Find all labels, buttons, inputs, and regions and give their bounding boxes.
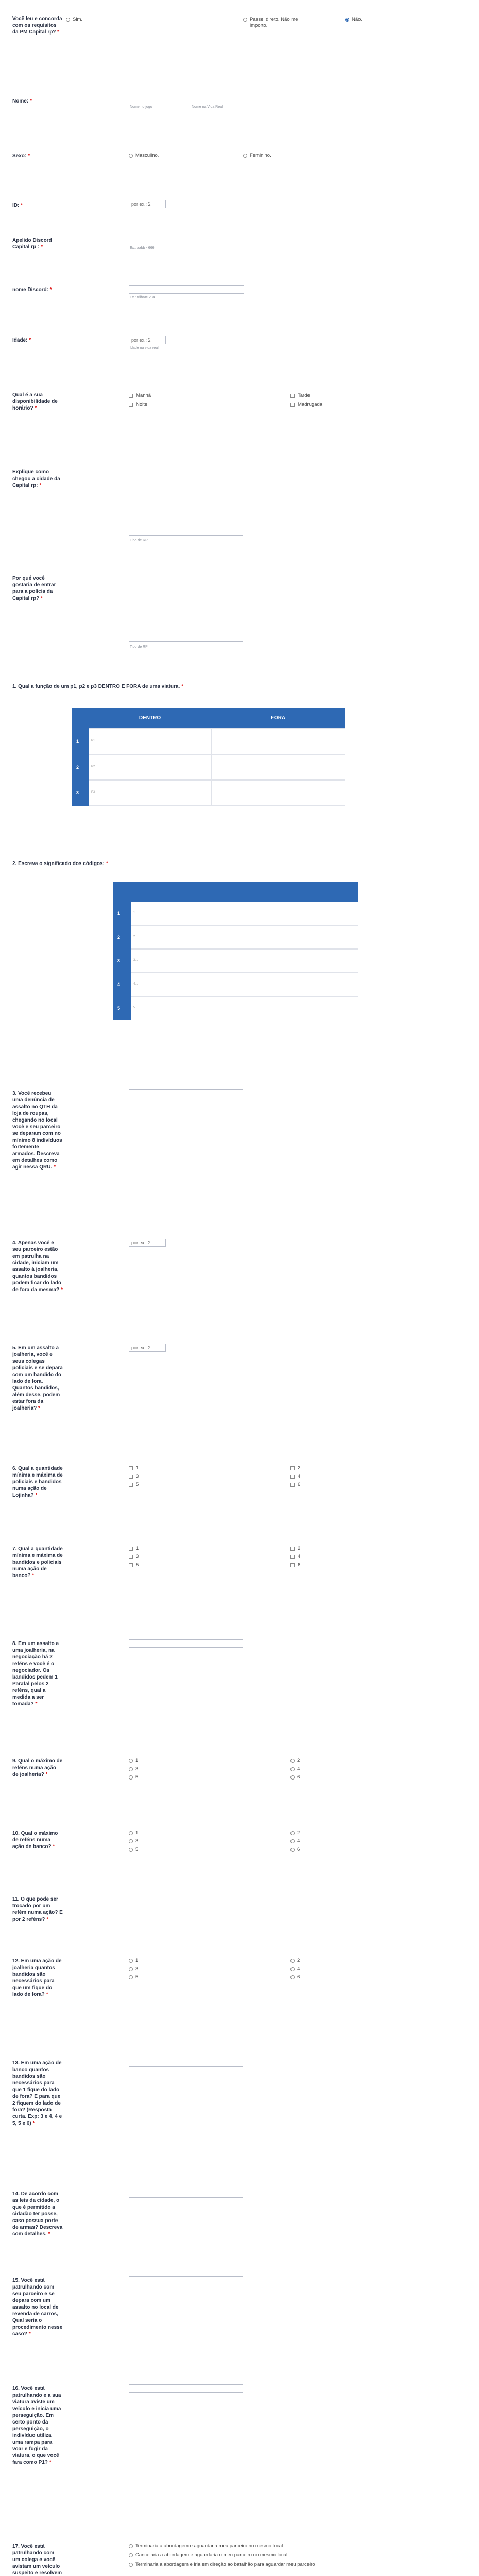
first-name-sublabel: Nome no jogo (130, 105, 152, 109)
row-number-1: 1 (72, 728, 89, 754)
question-label: 16. Você está patrulhando e a sua viatura aviste um veículo e inicia uma perseguição. Em certo ponto da perseguição, o indivíduo utiliza uma rampa para voar e fugir da viatura, o que você fara como P1? * (12, 2386, 61, 2465)
q3-input[interactable] (129, 1089, 243, 1097)
radio-5[interactable]: 5 (129, 1774, 138, 1781)
question-label: 7. Qual a quantidade mínima e máxima de bandidos e policiais numa ação de banco? * (12, 1546, 63, 1579)
radio-4[interactable]: 4 (290, 1838, 300, 1844)
question-label: 4. Apenas você e seu parceiro estão em patrulha na cidade, iniciam um assalto à joalheria, quantos bandidos podem ficar do lado de fora da mesma? * (12, 1240, 63, 1293)
radio-feminino[interactable]: Feminino. (243, 152, 271, 159)
q8-input[interactable] (129, 1639, 243, 1648)
q14-input[interactable] (129, 2190, 243, 2198)
question-label: 3. Você recebeu uma denúncia de assalto no QTH da loja de roupas, chegando no local você e seu parceiro se deparam com no mínimo 8 indivíduos fortemente armados. Descreva em detalhes como agir nessa QRU. * (12, 1091, 62, 1170)
radio-3[interactable]: 3 (129, 1838, 138, 1844)
row-number-3: 3 (72, 780, 89, 806)
codigo-cell-3[interactable]: 3... (131, 949, 358, 973)
row-number-3: 3 (113, 949, 131, 973)
radio-1[interactable]: 1 (129, 1830, 138, 1836)
codigo-cell-5[interactable]: 5... (131, 996, 358, 1020)
q11-input[interactable] (129, 1895, 243, 1903)
discord-sublabel: Ex.: trilha#1234 (130, 296, 155, 299)
checkbox-3[interactable]: 3 (129, 1554, 139, 1560)
question-label: 14. De acordo com as leis da cidade, o que é permitido a cidadão ter posse, caso possua porte de armas? Descreva com detalhes. * (12, 2191, 63, 2237)
question-label: 17. Você está patrulhando com um colega e você avistam um veículo suspeito e resolvem (12, 2544, 62, 2576)
q15-input[interactable] (129, 2276, 243, 2284)
checkbox-4[interactable]: 4 (290, 1554, 300, 1560)
porque-sublabel: Tipo de RP (130, 645, 148, 649)
question-label: nome Discord: * (12, 287, 52, 293)
chegou-textarea[interactable] (129, 469, 243, 536)
checkbox-1[interactable]: 1 (129, 1465, 139, 1471)
question-label: 10. Qual o máximo de reféns numa ação de banco? * (12, 1831, 58, 1850)
cell-p3-dentro[interactable]: P3 (89, 780, 211, 806)
checkbox-6[interactable]: 6 (290, 1562, 300, 1568)
row-number-2: 2 (72, 754, 89, 780)
question-label: Nome: * (12, 98, 32, 104)
q4-input[interactable]: por ex.: 2 (129, 1239, 166, 1247)
checkbox-noite[interactable]: Noite (129, 402, 147, 408)
radio-6[interactable]: 6 (290, 1974, 300, 1980)
cell-p2-fora[interactable] (211, 754, 345, 780)
row-number-1: 1 (113, 902, 131, 925)
cell-p2-dentro[interactable]: P2 (89, 754, 211, 780)
radio-sim[interactable]: Sim. (66, 16, 82, 23)
chegou-sublabel: Tipo de RP (130, 539, 148, 543)
question-label: 13. Em uma ação de banco quantos bandidos são necessários para que 1 fique do lado de fora? E para que 2 fiquem do lado de fora? (Resposta curta. Exp: 3 e 4, 4 e 5, 5 e 6) * (12, 2060, 62, 2126)
question-label: 2. Escreva o significado dos códigos: * (12, 861, 108, 867)
radio-5[interactable]: 5 (129, 1974, 138, 1980)
radio-1[interactable]: 1 (129, 1758, 138, 1764)
question-label: Você leu e concorda com os requisitos da PM Capital rp? * (12, 16, 62, 35)
radio-6[interactable]: 6 (290, 1846, 300, 1853)
row-number-2: 2 (113, 925, 131, 949)
question-label: Explique como chegou a cidade da Capital rp: * (12, 469, 60, 488)
checkbox-madrugada[interactable]: Madrugada (290, 402, 322, 408)
radio-nao[interactable]: Não. (345, 16, 376, 23)
q13-input[interactable] (129, 2059, 243, 2067)
radio-2[interactable]: 2 (290, 1958, 300, 1964)
radio-2[interactable]: 2 (290, 1758, 300, 1764)
question-label: 15. Você está patrulhando com seu parceiro e se depara com um assalto no local de revenda de carros, Qual seria o procedimento nesse caso? * (12, 2278, 63, 2337)
cell-p1-fora[interactable] (211, 728, 345, 754)
radio-passei-direto[interactable]: Passei direto. Não me importo. (243, 16, 310, 29)
column-fora: FORA (211, 708, 345, 728)
idade-input[interactable]: por ex.: 2 (129, 336, 166, 344)
checkbox-2[interactable]: 2 (290, 1465, 300, 1471)
row-number-4: 4 (113, 973, 131, 996)
question-label: 8. Em um assalto a uma joalheria, na negociação há 2 reféns e você é o negociador. Os bandidos pedem 1 Parafal pelos 2 reféns, qual a medida a ser tomada? * (12, 1641, 59, 1707)
radio-4[interactable]: 4 (290, 1966, 300, 1972)
question-label: Sexo: * (12, 153, 30, 159)
radio-3[interactable]: 3 (129, 1766, 138, 1772)
radio-5[interactable]: 5 (129, 1846, 138, 1853)
checkbox-tarde[interactable]: Tarde (290, 393, 310, 399)
radio-opt-1[interactable]: Terminaria a abordagem e aguardaria meu parceiro no mesmo local (129, 2543, 335, 2549)
column-dentro: DENTRO (89, 708, 211, 728)
checkbox-3[interactable]: 3 (129, 1473, 139, 1480)
discord-input[interactable] (129, 285, 244, 294)
apelido-input[interactable] (129, 236, 244, 244)
question-label: 6. Qual a quantidade mínima e máxima de policiais e bandidos numa ação de Lojinha? * (12, 1466, 63, 1498)
q5-input[interactable]: por ex.: 2 (129, 1344, 166, 1352)
checkbox-4[interactable]: 4 (290, 1473, 300, 1480)
cell-p1-dentro[interactable]: P1 (89, 728, 211, 754)
question-label: 9. Qual o máximo de reféns numa ação de joalheria? * (12, 1758, 63, 1777)
radio-opt-3[interactable]: Terminaria a abordagem e iria em direção ao batalhão para aguardar meu parceiro (129, 2562, 335, 2568)
radio-4[interactable]: 4 (290, 1766, 300, 1772)
last-name-sublabel: Nome na Vida Real (192, 105, 223, 109)
question-label: 5. Em um assalto a joalheria, você e seus colegas policiais e se depara com um bandido do lado de fora. Quantos bandidos, além desse, podem estar fora da joalheria? * (12, 1345, 63, 1411)
codigo-cell-1[interactable]: 1... (131, 902, 358, 925)
question-label: ID: * (12, 202, 23, 208)
radio-opt-2[interactable]: Cancelaria a abordagem e aguardaria o meu parceiro no mesmo local (129, 2552, 335, 2558)
question-label: Idade: * (12, 337, 31, 343)
radio-2[interactable]: 2 (290, 1830, 300, 1836)
question-label: 1. Qual a função de um p1, p2 e p3 DENTRO E FORA de uma viatura. * (12, 684, 183, 689)
codigo-cell-2[interactable]: 2... (131, 925, 358, 949)
radio-6[interactable]: 6 (290, 1774, 300, 1781)
radio-masculino[interactable]: Masculino. (129, 152, 159, 159)
idade-sublabel: Idade na vida real (130, 346, 159, 350)
question-label: 12. Em uma ação de joalheria quantos bandidos são necessários para que um fique do lado de fora? * (12, 1958, 62, 1997)
radio-3[interactable]: 3 (129, 1966, 138, 1972)
checkbox-2[interactable]: 2 (290, 1546, 300, 1552)
row-number-5: 5 (113, 996, 131, 1020)
porque-textarea[interactable] (129, 575, 243, 642)
q16-input[interactable] (129, 2384, 243, 2393)
matrix-header (113, 882, 358, 902)
question-label: Por qué você gostaria de entrar para a polícia da Capital rp? * (12, 575, 56, 601)
checkbox-5[interactable]: 5 (129, 1562, 139, 1568)
first-name-input[interactable] (129, 96, 186, 104)
matrix-corner (72, 708, 89, 728)
radio-1[interactable]: 1 (129, 1958, 138, 1964)
apelido-sublabel: Ex.: aabb - 666 (130, 246, 155, 250)
cell-p3-fora[interactable] (211, 780, 345, 806)
checkbox-6[interactable]: 6 (290, 1482, 300, 1488)
id-input[interactable]: por ex.: 2 (129, 200, 166, 208)
checkbox-manha[interactable]: Manhã (129, 393, 151, 399)
checkbox-1[interactable]: 1 (129, 1546, 139, 1552)
codigo-cell-4[interactable]: 4... (131, 973, 358, 996)
question-label: 11. O que pode ser trocado por um refém numa ação? E por 2 reféns? * (12, 1896, 63, 1922)
question-label: Apelido Discord Capital rp : * (12, 238, 52, 250)
question-label: Qual é a sua disponibilidade de horário? * (12, 392, 58, 411)
last-name-input[interactable] (191, 96, 248, 104)
checkbox-5[interactable]: 5 (129, 1482, 139, 1488)
